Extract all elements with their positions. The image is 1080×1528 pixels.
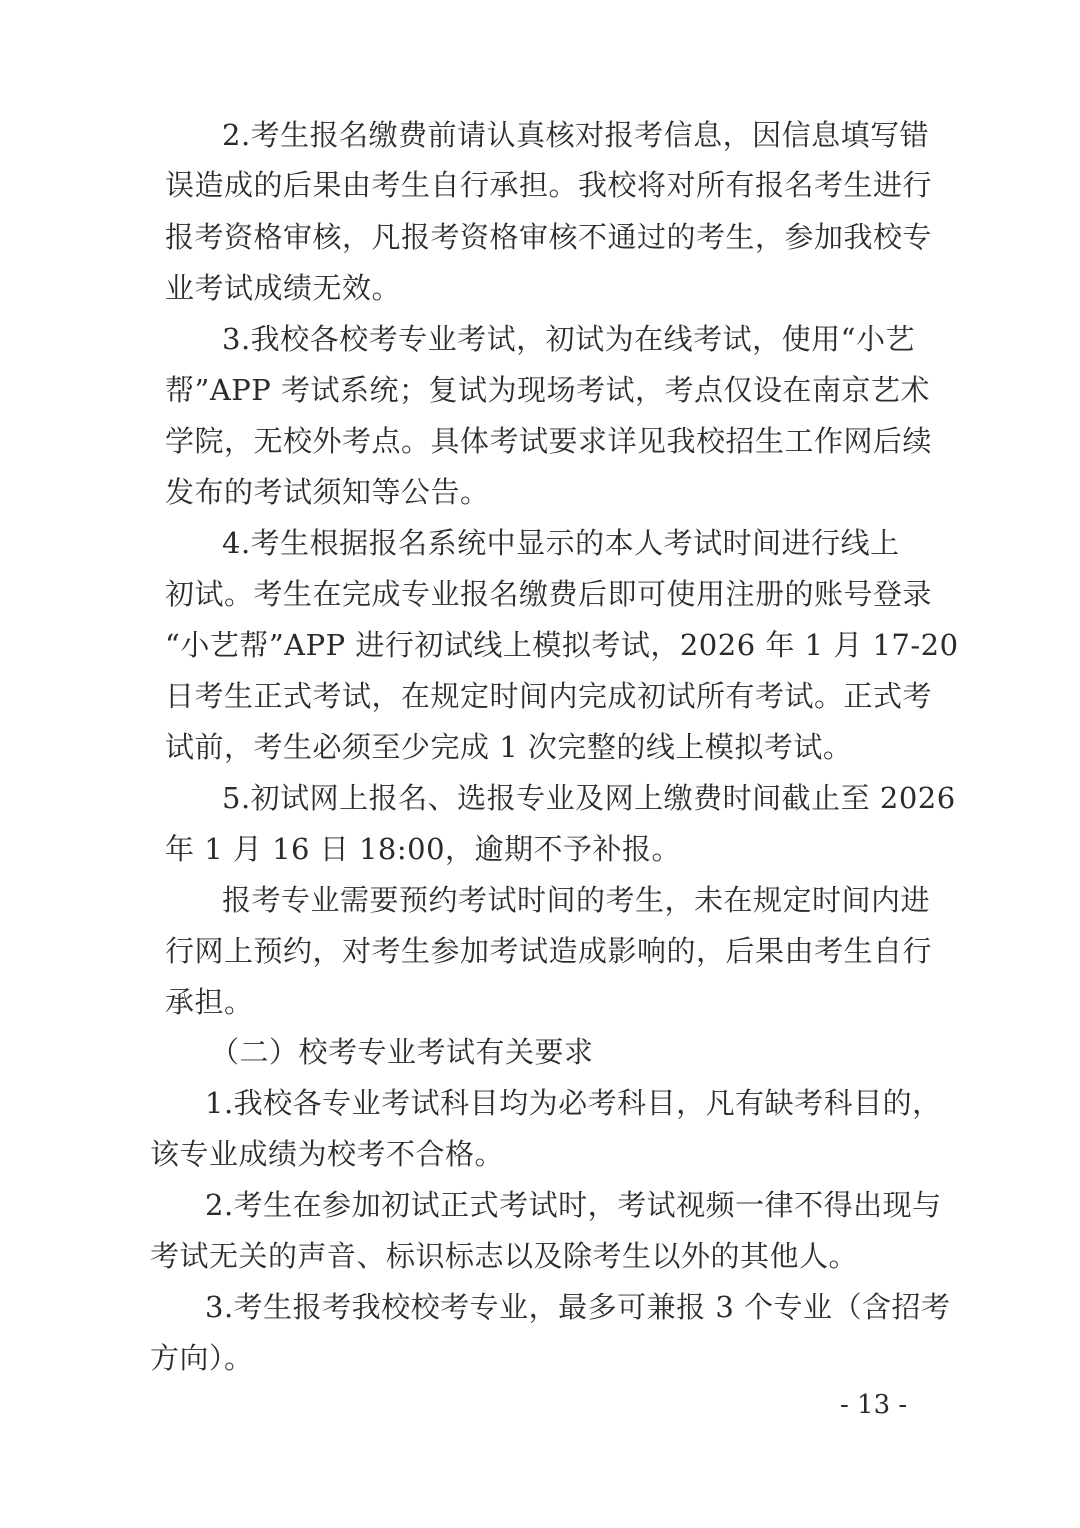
text-line: 试前，考生必须至少完成 1 次完整的线上模拟考试。: [165, 730, 853, 764]
text-line: 年 1 月 16 日 18:00，逾期不予补报。: [165, 832, 682, 866]
text-line: 业考试成绩无效。: [165, 271, 402, 305]
text-line: 初试。考生在完成专业报名缴费后即可使用注册的账号登录: [165, 577, 933, 611]
text-line: 报考专业需要预约考试时间的考生，未在规定时间内进: [222, 883, 931, 917]
text-line: 学院，无校外考点。具体考试要求详见我校招生工作网后续: [165, 424, 933, 458]
text-line: “小艺帮”APP 进行初试线上模拟考试，2026 年 1 月 17-20: [165, 628, 959, 662]
text-line: 3.我校各校考专业考试，初试为在线考试，使用“小艺: [222, 322, 915, 356]
text-line: 考试无关的声音、标识标志以及除考生以外的其他人。: [150, 1239, 859, 1273]
text-line: 方向）。: [150, 1341, 254, 1375]
text-line: 该专业成绩为校考不合格。: [150, 1137, 505, 1171]
text-line: 帮”APP 考试系统；复试为现场考试，考点仅设在南京艺术: [165, 373, 931, 407]
text-line: 5.初试网上报名、选报专业及网上缴费时间截止至 2026: [222, 781, 956, 815]
text-line: 发布的考试须知等公告。: [165, 475, 490, 509]
page-number: - 13 -: [840, 1390, 908, 1420]
text-line: 3.考生报考我校校考专业，最多可兼报 3 个专业（含招考: [205, 1290, 951, 1324]
text-line: 行网上预约，对考生参加考试造成影响的，后果由考生自行: [165, 934, 933, 968]
text-line: 1.我校各专业考试科目均为必考科目，凡有缺考科目的，: [205, 1086, 942, 1120]
text-line: 日考生正式考试，在规定时间内完成初试所有考试。正式考: [165, 679, 933, 713]
text-line: 4.考生根据报名系统中显示的本人考试时间进行线上: [222, 526, 900, 560]
text-line: 误造成的后果由考生自行承担。我校将对所有报名考生进行: [165, 168, 933, 202]
text-line: 承担。: [165, 985, 254, 1019]
text-line: 报考资格审核，凡报考资格审核不通过的考生，参加我校专: [165, 220, 933, 254]
section-heading: （二）校考专业考试有关要求: [210, 1035, 594, 1069]
text-line: 2.考生报名缴费前请认真核对报考信息，因信息填写错: [222, 118, 930, 152]
text-line: 2.考生在参加初试正式考试时，考试视频一律不得出现与: [205, 1188, 942, 1222]
